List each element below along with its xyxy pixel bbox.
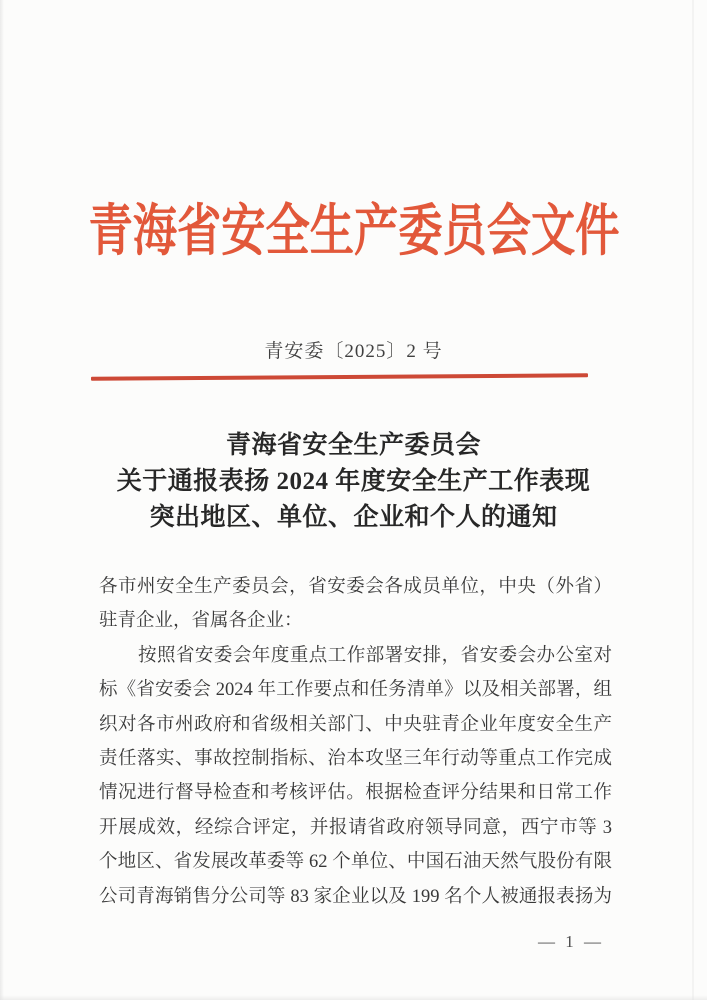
- body-line: 各市州安全生产委员会，省安委会各成员单位，中央（外省）: [99, 577, 612, 597]
- body-line: 织对各市州政府和省级相关部门、中央驻青企业年度安全生产: [99, 714, 612, 735]
- document-number: 青安委〔2025〕2 号: [264, 341, 443, 362]
- scan-edge-artifact-bottom: [0, 995, 707, 1000]
- letterhead-title: 青海省安全生产委员会文件: [88, 201, 619, 263]
- document-title-line: 突出地区、单位、企业和个人的通知: [149, 504, 558, 531]
- document-title-line: 关于通报表扬 2024 年度安全生产工作表现: [116, 468, 591, 495]
- body-line: 个地区、省发展改革委等 62 个单位、中国石油天然气股份有限: [99, 852, 612, 873]
- document-body: [99, 570, 612, 914]
- body-line: 驻青企业，省属各企业：: [99, 611, 303, 632]
- body-line: 情况进行督导检查和考核评估。根据检查评分结果和日常工作: [99, 783, 612, 804]
- body-line: 按照省安委会年度重点工作部署安排，省安委会办公室对: [138, 645, 612, 666]
- body-line: 公司青海销售分公司等 83 家企业以及 199 名个人被通报表扬为: [99, 886, 612, 907]
- letterhead: [0, 197, 707, 281]
- page-number: — 1 —: [538, 932, 604, 951]
- body-line: 开展成效，经综合评定，并报请省政府领导同意，西宁市等 3: [99, 817, 612, 838]
- document-title-line: 青海省安全生产委员会: [225, 432, 481, 459]
- body-line: 标《省安委会 2024 年工作要点和任务清单》以及相关部署，组: [99, 680, 612, 701]
- body-line: 责任落实、事故控制指标、治本攻坚三年行动等重点工作完成: [99, 748, 612, 769]
- document-title: [0, 428, 707, 536]
- red-separator-line: [91, 373, 588, 380]
